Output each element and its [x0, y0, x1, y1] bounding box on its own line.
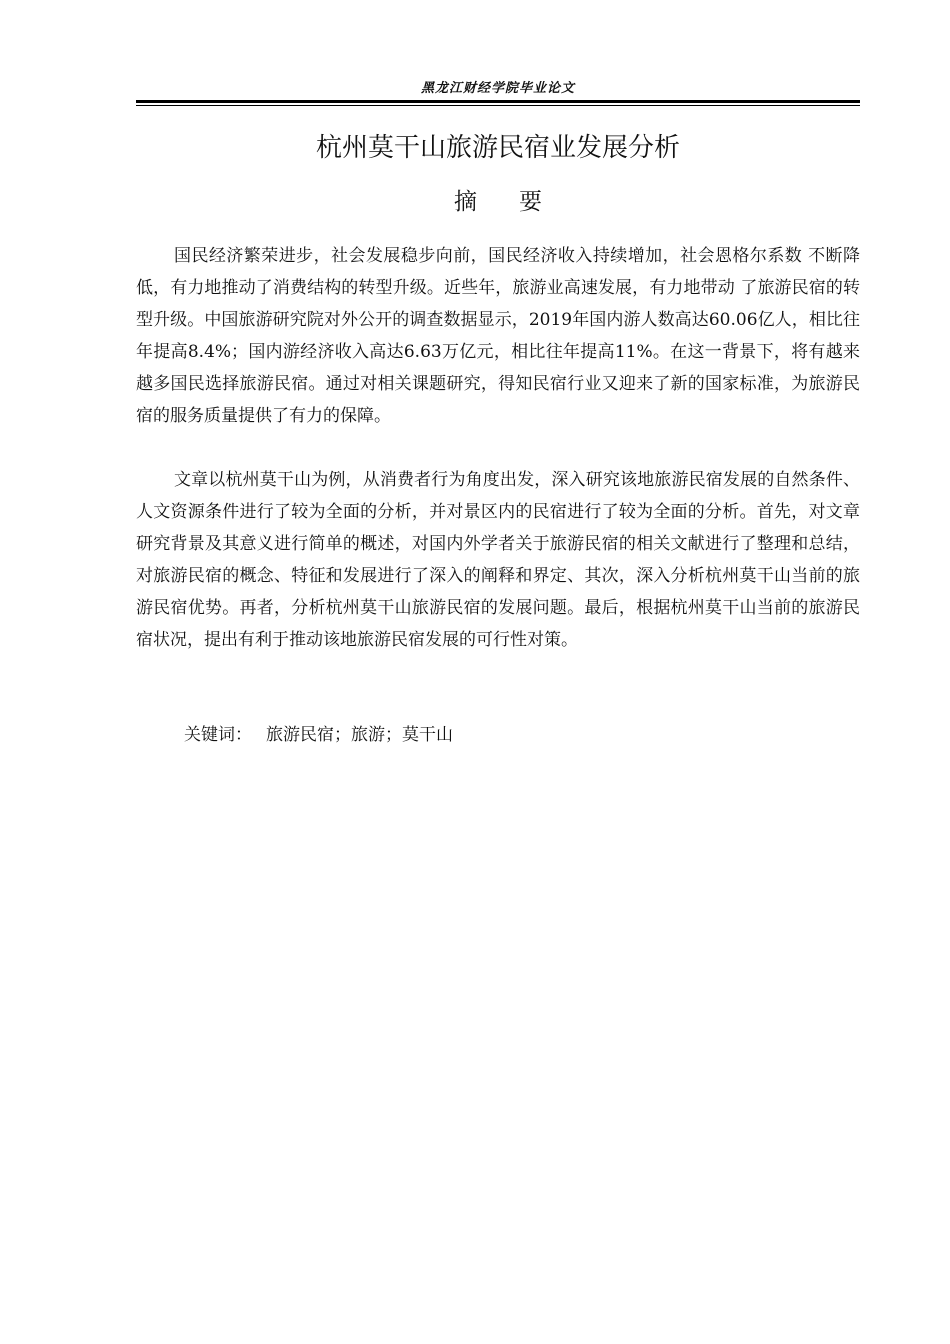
- running-header: 黑龙江财经学院毕业论文: [420, 81, 575, 96]
- keywords-value: 旅游民宿；旅游；莫干山: [266, 725, 453, 745]
- keywords-label: 关键词：: [184, 725, 252, 745]
- header-rule-thick: [136, 100, 860, 103]
- header-rule-thin: [136, 105, 860, 106]
- keywords-line: [184, 719, 453, 751]
- abstract-paragraph-2: 文章以杭州莫干山为例，从消费者行为角度出发，深入研究该地旅游民宿发展的自然条件、人文资源条件进行了较为全面的分析，并对景区内的民宿进行了较为全面的分析。首先，对文章研究背景及其意义进行简单的概述，对国内外学者关于旅游民宿的相关文献进行了整理和总结，对旅游民宿的概念、特征和发展进行了深入的阐释和界定、其次，深入分析杭州莫干山当前的旅游民宿优势。再者，分析杭州莫干山旅游民宿的发展问题。最后，根据杭州莫干山当前的旅游民宿状况，提出有利于推动该地旅游民宿发展的可行性对策。: [136, 470, 860, 650]
- abstract-paragraph-1: 国民经济繁荣进步，社会发展稳步向前，国民经济收入持续增加，社会恩格尔系数 不断降低，有力地推动了消费结构的转型升级。近些年，旅游业高速发展，有力地带动 了旅游民宿的转型升级。中国旅游研究院对外公开的调查数据显示，2019年国内游人数高达60.06亿人，相比往年提高8.4%；国内游经济收入高达6.63万亿元，相比往年提高11%。在这一背景下，将有越来越多国民选择旅游民宿。通过对相关课题研究，得知民宿行业又迎来了新的国家标准，为旅游民宿的服务质量提供了有力的保障。: [136, 246, 860, 426]
- abstract-heading: 摘要: [454, 189, 584, 215]
- paper-title: 杭州莫干山旅游民宿业发展分析: [315, 133, 680, 163]
